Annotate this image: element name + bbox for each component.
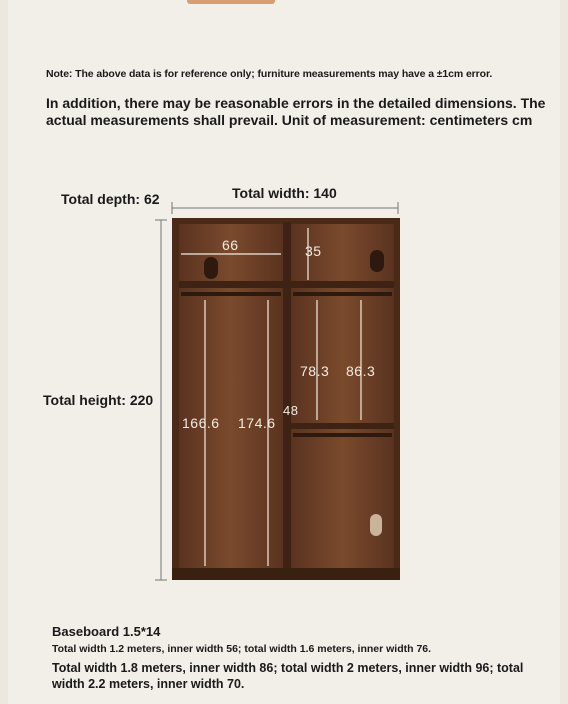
- reference-note: Note: The above data is for reference only; furniture measurements may have a ±1cm error.: [46, 68, 493, 80]
- width-spec-line-1: Total width 1.2 meters, inner width 56; total width 1.6 meters, inner width 76.: [52, 643, 432, 655]
- total-height-label: Total height: 220: [43, 392, 154, 408]
- dim-right-hang-2: 86.3: [346, 363, 376, 379]
- width-arrow: [172, 202, 398, 214]
- dim-right-lower-height: 48: [283, 403, 299, 418]
- lower-handle-icon: [370, 514, 382, 536]
- left-hanging-rod: [181, 292, 281, 296]
- height-arrow: [155, 220, 167, 580]
- left-top-shelf: [179, 281, 283, 288]
- center-divider: [283, 222, 291, 572]
- dim-left-hang-1: 166.6: [182, 415, 220, 431]
- dim-left-shelf-width: 66: [222, 237, 239, 253]
- dim-right-top-height: 35: [305, 243, 322, 259]
- measurement-note: In addition, there may be reasonable errors in the detailed dimensions. The actual measurements shall prevail. Unit of measurement: centimeters cm: [46, 95, 546, 128]
- right-top-shelf: [291, 281, 394, 288]
- wardrobe-base: [172, 568, 400, 580]
- right-hanging-rod: [293, 292, 392, 296]
- total-depth-label: Total depth: 62: [61, 191, 160, 207]
- right-lower-rod: [293, 433, 392, 437]
- dim-left-hang-2: 174.6: [238, 415, 276, 431]
- dim-right-hang-1: 78.3: [300, 363, 330, 379]
- right-middle-shelf: [291, 423, 394, 429]
- right-handle-icon: [370, 250, 384, 272]
- left-handle-icon: [204, 257, 218, 279]
- total-width-label: Total width: 140: [232, 185, 337, 201]
- width-spec-line-2: Total width 1.8 meters, inner width 86; total width 2 meters, inner width 96; total width 2.2 meters, inner width 70.: [52, 661, 524, 691]
- baseboard-label: Baseboard 1.5*14: [52, 624, 161, 639]
